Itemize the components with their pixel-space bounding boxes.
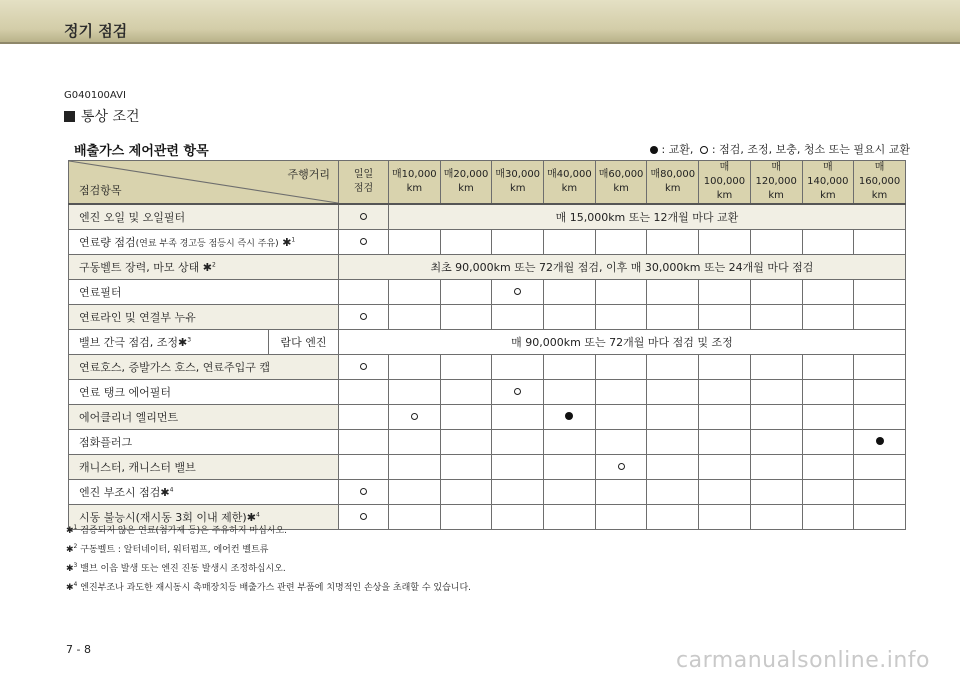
interval-span: 매 15,000km 또는 12개월 마다 교환 bbox=[389, 204, 906, 229]
table-row bbox=[69, 254, 906, 279]
footnotes bbox=[66, 520, 471, 596]
filled-dot-icon bbox=[565, 412, 573, 420]
footnote: ✱$^2$ 구동벨트 : 알터네이터, 워터펌프, 에어컨 벨트류 bbox=[66, 543, 269, 555]
ring-icon bbox=[411, 413, 418, 420]
sub-title: 배출가스 제어관련 항목 bbox=[74, 144, 209, 159]
header-corner bbox=[69, 161, 339, 205]
table-row bbox=[69, 304, 906, 329]
footnote: ✱$^4$ 엔진부조나 과도한 재시동시 촉매장치등 배출가스 관련 부품에 치명적인 손상을 초래할 수 있습니다. bbox=[66, 581, 472, 593]
item-name: 캐니스터, 캐니스터 밸브 bbox=[69, 454, 339, 479]
table-row bbox=[69, 379, 906, 404]
watermark: carmanualsonline.info bbox=[676, 648, 930, 673]
mark-cell bbox=[389, 404, 441, 429]
item-name: 시동 불능시(재시동 3회 이내 제한)✱$^4$ bbox=[69, 504, 339, 529]
table-row bbox=[69, 229, 906, 254]
ring-icon bbox=[360, 238, 367, 245]
corner-distance-label: 주행거리 bbox=[287, 168, 330, 181]
daily-cell bbox=[339, 204, 389, 229]
ring-icon bbox=[360, 313, 367, 320]
header-interval: 매30,000 km bbox=[492, 161, 544, 205]
item-name: 연료 탱크 에어필터 bbox=[69, 379, 339, 404]
ring-icon bbox=[360, 363, 367, 370]
ring-icon bbox=[360, 513, 367, 520]
filled-dot-icon bbox=[650, 146, 658, 154]
table-row bbox=[69, 454, 906, 479]
footnote: ✱$^1$ 검증되지 않은 연료(첨가제 등)은 주유하지 마십시오. bbox=[66, 524, 288, 536]
item-name: 엔진 오일 및 오일필터 bbox=[69, 204, 339, 229]
header-interval: 매60,000 km bbox=[595, 161, 647, 205]
header-interval: 매160,000 km bbox=[854, 161, 906, 205]
filled-dot-icon bbox=[876, 437, 884, 445]
item-name: 구동벨트 장력, 마모 상태 ✱$^2$ bbox=[69, 254, 339, 279]
document-code: G040100AVI bbox=[64, 90, 126, 101]
interval-span: 매 90,000km 또는 72개월 마다 점검 및 조정 bbox=[339, 329, 906, 354]
corner-item-label: 점검항목 bbox=[79, 184, 122, 197]
table-row bbox=[69, 354, 906, 379]
interval-span: 최초 90,000km 또는 72개월 점검, 이후 매 30,000km 또는 24개월 마다 점검 bbox=[339, 254, 906, 279]
header-interval: 매40,000 km bbox=[544, 161, 596, 205]
header-band bbox=[0, 0, 960, 44]
daily-cell bbox=[339, 354, 389, 379]
header-interval: 매80,000 km bbox=[647, 161, 699, 205]
footnote: ✱$^3$ 밸브 이음 발생 또는 엔진 진동 발생시 조정하십시오. bbox=[66, 562, 286, 574]
mark-cell bbox=[492, 279, 544, 304]
daily-cell bbox=[339, 304, 389, 329]
item-name: 엔진 부조시 점검✱$^4$ bbox=[69, 479, 339, 504]
table-row bbox=[69, 429, 906, 454]
header-daily: 일일 점검 bbox=[339, 161, 389, 205]
section-heading bbox=[64, 106, 140, 126]
ring-icon bbox=[360, 488, 367, 495]
item-name: 연료필터 bbox=[69, 279, 339, 304]
mark-cell bbox=[544, 404, 596, 429]
maintenance-schedule-table bbox=[68, 160, 906, 530]
item-name: 밸브 간극 점검, 조정✱$^3$ bbox=[69, 329, 269, 354]
item-name: 연료량 점검(연료 부족 경고등 점등시 즉시 주유) ✱$^1$ bbox=[69, 229, 339, 254]
daily-cell bbox=[339, 229, 389, 254]
section-title: 통상 조건 bbox=[81, 109, 140, 125]
daily-cell bbox=[339, 479, 389, 504]
header-interval: 매140,000 km bbox=[802, 161, 854, 205]
header-interval: 매20,000 km bbox=[440, 161, 492, 205]
table-row bbox=[69, 204, 906, 229]
header-interval: 매10,000 km bbox=[389, 161, 441, 205]
item-name: 연료호스, 증발가스 호스, 연료주입구 캡 bbox=[69, 354, 339, 379]
ring-icon bbox=[618, 463, 625, 470]
ring-icon bbox=[514, 388, 521, 395]
legend bbox=[650, 141, 910, 157]
legend-inspect: : 점검, 조정, 보충, 청소 또는 필요시 교환 bbox=[708, 143, 910, 156]
table-row bbox=[69, 329, 906, 354]
item-name: 에어클리너 엘리먼트 bbox=[69, 404, 339, 429]
mark-cell bbox=[595, 454, 647, 479]
mark-cell bbox=[492, 379, 544, 404]
page-number: 7 - 8 bbox=[66, 643, 91, 656]
table-row bbox=[69, 279, 906, 304]
engine-type: 람다 엔진 bbox=[269, 329, 339, 354]
header-interval: 매100,000 km bbox=[699, 161, 751, 205]
table-row bbox=[69, 479, 906, 504]
legend-replace: : 교환, bbox=[657, 143, 694, 156]
item-name: 점화플러그 bbox=[69, 429, 339, 454]
item-name: 연료라인 및 연결부 누유 bbox=[69, 304, 339, 329]
chapter-title: 정기 점검 bbox=[64, 22, 128, 40]
ring-icon bbox=[360, 213, 367, 220]
square-bullet-icon bbox=[64, 111, 75, 122]
mark-cell bbox=[854, 429, 906, 454]
table-row bbox=[69, 404, 906, 429]
ring-icon bbox=[514, 288, 521, 295]
header-interval: 매120,000 km bbox=[750, 161, 802, 205]
